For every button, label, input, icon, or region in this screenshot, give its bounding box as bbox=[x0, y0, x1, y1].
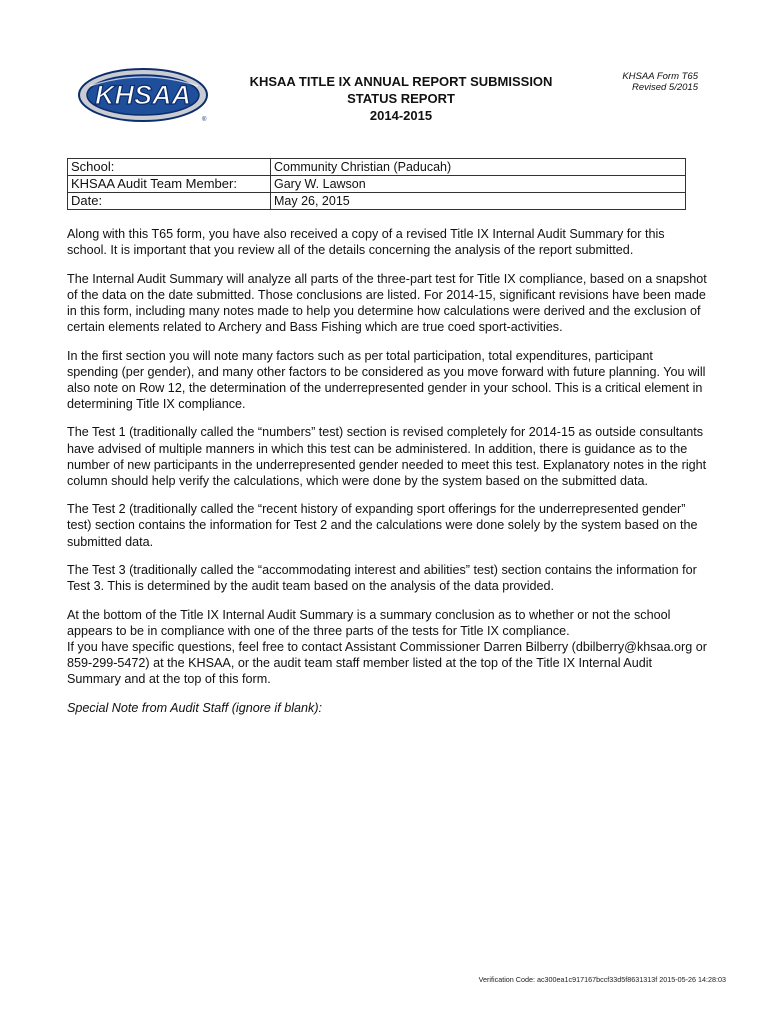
table-row bbox=[68, 176, 686, 193]
body-text bbox=[67, 226, 707, 728]
verification-code: Verification Code: ac300ea1c917167bccf33d5f8631313f 2015-05-26 14:28:03 bbox=[478, 975, 726, 984]
table-row bbox=[68, 159, 686, 176]
date-value: May 26, 2015 bbox=[271, 193, 686, 210]
school-info-table bbox=[67, 158, 686, 210]
table-row bbox=[68, 193, 686, 210]
form-revised: Revised 5/2015 bbox=[631, 82, 698, 93]
paragraph-contact: If you have specific questions, feel free to contact Assistant Commissioner Darren Bilberry (dbilberry@khsaa.org or 859-299-5472) at the KHSAA, or the audit team staff member listed at the top of the Title IX Internal Audit Summary and at the top of this form. bbox=[67, 639, 707, 687]
paragraph-test-1: The Test 1 (traditionally called the “numbers” test) section is revised completely for 2014-15 as outside consultants have advised of multiple manners in which this test can be administered. In addition, there is guidance as to the number of new participants in the underrepresented gender needed to meet this test. Explanatory notes in the right column should help verify the calculations, which were done by the system based on the submitted data. bbox=[67, 425, 707, 488]
paragraph-conclusion: At the bottom of the Title IX Internal Audit Summary is a summary conclusion as to whether or not the school appears to be in compliance with one of the three parts of the tests for Title IX compliance. bbox=[67, 607, 671, 638]
audit-member-label: KHSAA Audit Team Member: bbox=[68, 176, 271, 193]
paragraph-intro: Along with this T65 form, you have also received a copy of a revised Title IX Internal Audit Summary for this school. It is important that you review all of the details concerning the analysis of the report submitted. bbox=[67, 227, 665, 258]
report-title bbox=[216, 73, 586, 124]
khsaa-logo bbox=[76, 66, 212, 124]
logo-text: KHSAA bbox=[94, 80, 192, 110]
form-name: KHSAA Form T65 bbox=[622, 71, 698, 82]
special-note-label: Special Note from Audit Staff (ignore if blank): bbox=[67, 700, 323, 715]
school-value: Community Christian (Paducah) bbox=[271, 159, 686, 176]
paragraph-test-2: The Test 2 (traditionally called the “recent history of expanding sport offerings for the underrepresented gender” test) section contains the information for Test 2 and the calculations were done solely by the system based on the submitted data. bbox=[67, 502, 698, 549]
audit-member-value: Gary W. Lawson bbox=[271, 176, 686, 193]
form-identifier bbox=[560, 71, 698, 93]
paragraph-test-3: The Test 3 (traditionally called the “accommodating interest and abilities” test) section contains the information for Test 3. This is determined by the audit team based on the analysis of the data provided. bbox=[67, 563, 697, 594]
title-line-3: 2014-2015 bbox=[369, 108, 433, 123]
title-line-1: KHSAA TITLE IX ANNUAL REPORT SUBMISSION bbox=[249, 74, 553, 89]
paragraph-first-section: In the first section you will note many factors such as per total participation, total expenditures, participant spending (per gender), and many other factors to be considered as you move forward with future planning. You will also note on Row 12, the determination of the underrepresented gender in your school. This is a critical element in determining Title IX compliance. bbox=[67, 348, 706, 411]
registered-mark: ® bbox=[202, 117, 207, 123]
school-label: School: bbox=[68, 159, 271, 176]
title-line-2: STATUS REPORT bbox=[347, 91, 455, 106]
paragraph-audit-summary: The Internal Audit Summary will analyze all parts of the three-part test for Title IX compliance, based on a snapshot of the data on the date submitted. Those conclusions are listed. For 2014-15, significant revisions have been made in this form, including many notes made to help you determine how calculations were derived and the exclusion of certain elements related to Archery and Bass Fishing which are true coed sport-activities. bbox=[67, 271, 707, 334]
date-label: Date: bbox=[68, 193, 271, 210]
